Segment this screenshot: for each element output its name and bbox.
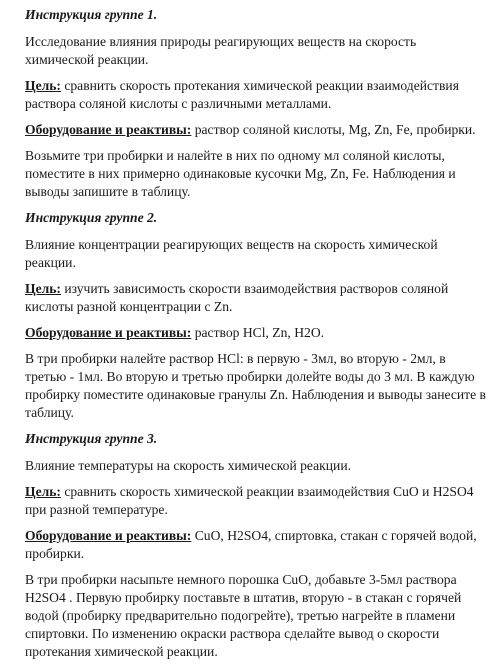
group-2-goal-text: изучить зависимость скорости взаимодействия растворов соляной кислоты разной концентрации с Zn.	[25, 281, 449, 314]
group-2-equipment-text: раствор HCl, Zn, H2O.	[191, 325, 325, 340]
group-1-topic: Исследование влияния природы реагирующих веществ на скорость химической реакции.	[25, 34, 417, 67]
group-3-procedure: В три пробирки насыпьте немного порошка CuO, добавьте 3-5мл раствора H2SO4 . Первую пробирку поставьте в штатив, вторую - в стакан с горячей водой (пробирку предварительно подогрейте), третью нагрейте в пламени спиртовки. По изменению окраски раствора сделайте вывод о скорости протекания химической реакции.	[25, 572, 462, 659]
group-3-equipment-label: Оборудование и реактивы:	[25, 528, 192, 543]
group-1-goal-text: сравнить скорость протекания химической реакции взаимодействия раствора соляной кислоты с различными металлами.	[25, 78, 459, 111]
group-1-section	[25, 6, 486, 201]
group-3-goal-label: Цель:	[25, 484, 61, 499]
group-2-equipment-label: Оборудование и реактивы:	[25, 325, 192, 340]
group-2-topic: Влияние концентрации реагирующих веществ на скорость химической реакции.	[25, 237, 438, 270]
group-3-equipment	[25, 527, 486, 563]
group-2-goal-label: Цель:	[25, 281, 61, 296]
group-2-section	[25, 209, 486, 422]
group-2-equipment	[25, 324, 486, 342]
group-3-heading: Инструкция группе 3.	[25, 431, 158, 446]
group-1-goal-label: Цель:	[25, 78, 61, 93]
group-3-section	[25, 430, 486, 661]
group-2-goal	[25, 280, 486, 316]
group-2-procedure: В три пробирки налейте раствор HCl: в первую - 3мл, во вторую - 2мл, в третью - 1мл. Во вторую и третью пробирки долейте воды до 3 мл. В каждую пробирку поместите одинаковые гранулы Zn. Наблюдения и выводы занесите в таблицу.	[25, 351, 486, 420]
group-1-procedure: Возьмите три пробирки и налейте в них по одному мл соляной кислоты, поместите в них примерно одинаковые кусочки Mg, Zn, Fe. Наблюдения и выводы запишите в таблицу.	[25, 148, 456, 199]
group-2-heading: Инструкция группе 2.	[25, 210, 158, 225]
group-1-goal	[25, 77, 486, 113]
group-1-equipment-label: Оборудование и реактивы:	[25, 122, 192, 137]
group-1-equipment-text: раствор соляной кислоты, Mg, Zn, Fe, пробирки.	[191, 122, 476, 137]
group-1-heading: Инструкция группе 1.	[25, 7, 158, 22]
group-1-equipment	[25, 121, 486, 139]
group-3-goal	[25, 483, 486, 519]
group-3-topic: Влияние температуры на скорость химической реакции.	[25, 458, 351, 473]
group-3-equipment-text: CuO, H2SO4, спиртовка, стакан с горячей водой, пробирки.	[25, 528, 477, 561]
group-3-goal-text: сравнить скорость химической реакции взаимодействия CuO и H2SO4 при разной температуре.	[25, 484, 474, 517]
